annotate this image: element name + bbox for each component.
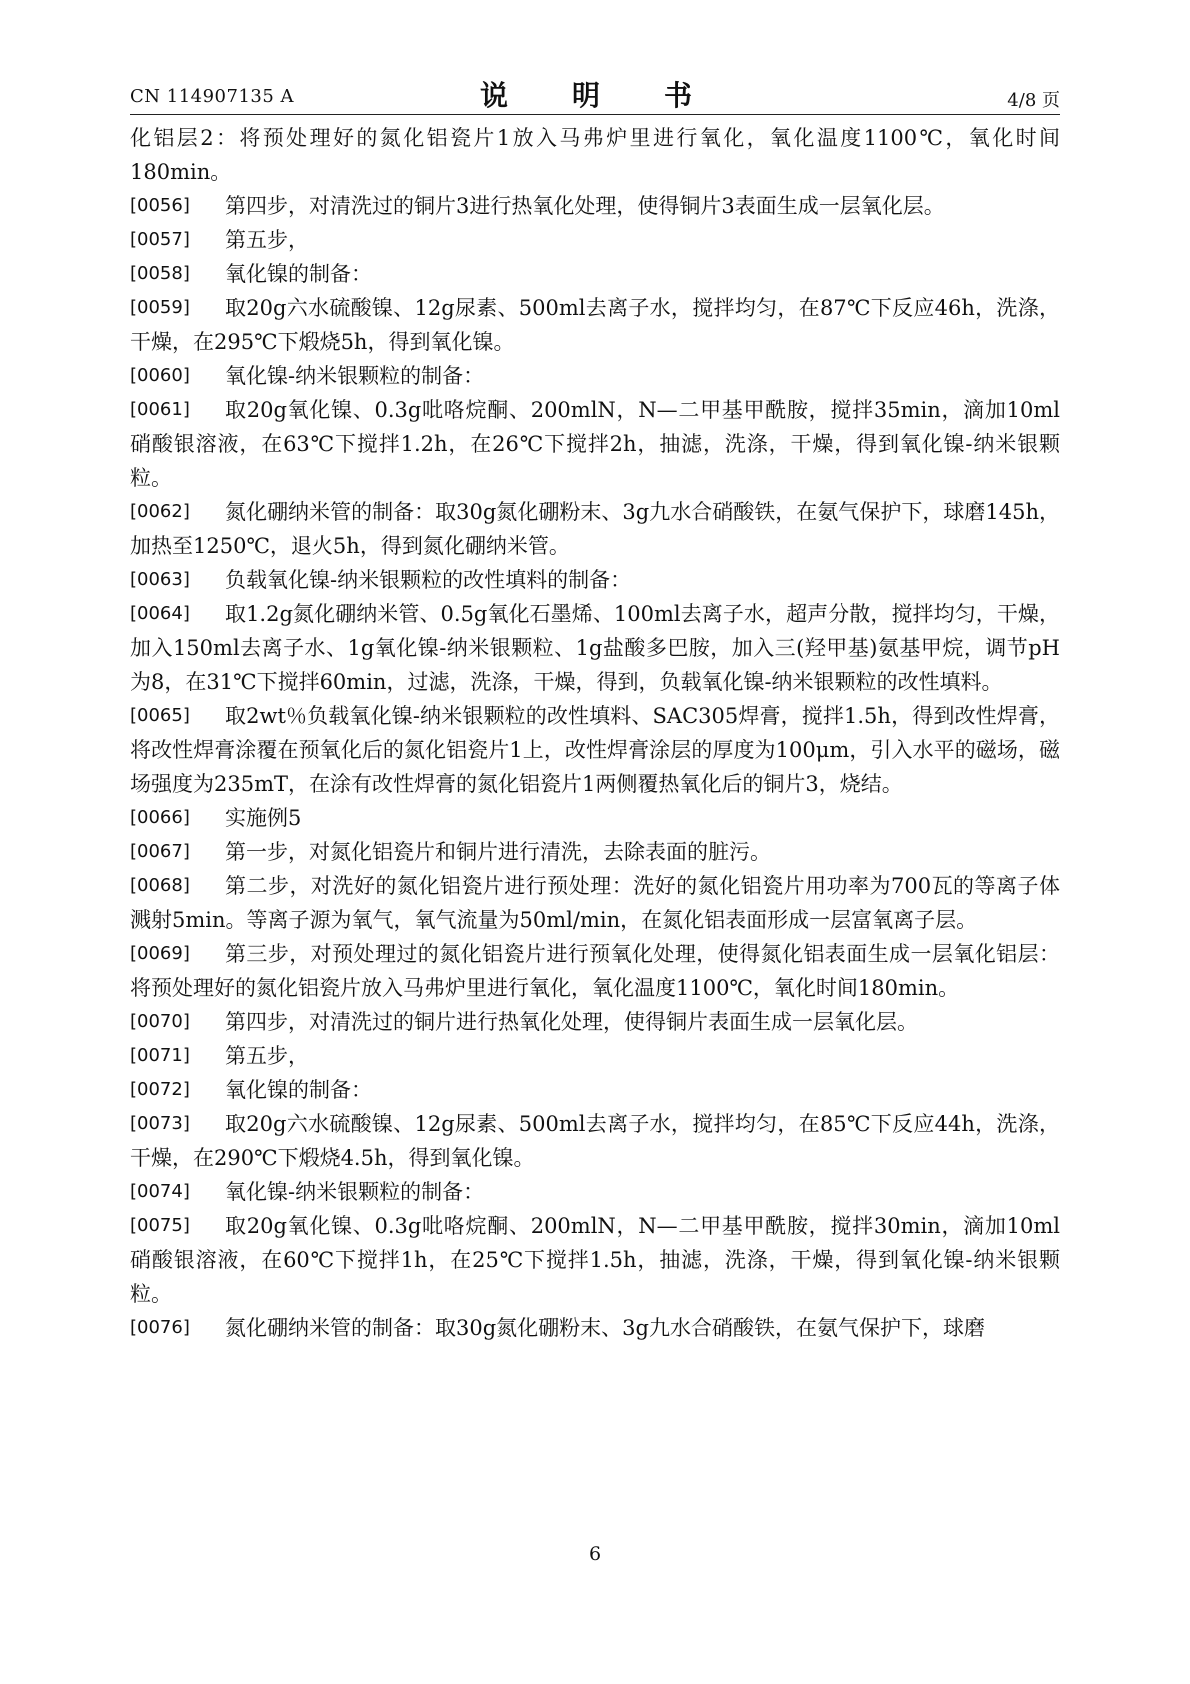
- paragraph-number: [0056]: [130, 195, 190, 216]
- paragraph-number: [0064]: [130, 603, 190, 624]
- paragraph-text: 氧化镍-纳米银颗粒的制备：: [225, 1180, 485, 1204]
- paragraph-text: 取20g六水硫酸镍、12g尿素、500ml去离子水，搅拌均匀，在87℃下反应46h，洗涤，干燥，在295℃下煅烧5h，得到氧化镍。: [130, 296, 1060, 354]
- paragraph-number: [0060]: [130, 365, 190, 386]
- paragraph-number: [0063]: [130, 569, 190, 590]
- paragraph-text: 化铝层2：将预处理好的氮化铝瓷片1放入马弗炉里进行氧化，氧化温度1100℃，氧化时间180min。: [130, 126, 1060, 184]
- paragraph: [130, 359, 1060, 393]
- paragraph-number: [0073]: [130, 1113, 190, 1134]
- paragraph-text: 取20g六水硫酸镍、12g尿素、500ml去离子水，搅拌均匀，在85℃下反应44h，洗涤，干燥，在290℃下煅烧4.5h，得到氧化镍。: [130, 1112, 1060, 1170]
- page-indicator: 4/8 页: [1007, 90, 1060, 111]
- paragraph: [130, 1209, 1060, 1311]
- paragraph-number: [0065]: [130, 705, 190, 726]
- paragraph-text: 取20g氧化镍、0.3g吡咯烷酮、200mlN，N—二甲基甲酰胺，搅拌30min，滴加10ml硝酸银溶液，在60℃下搅拌1h，在25℃下搅拌1.5h，抽滤，洗涤，干燥，得到氧化镍-纳米银颗粒。: [130, 1214, 1060, 1306]
- paragraph: [130, 1005, 1060, 1039]
- paragraph: [130, 699, 1060, 801]
- paragraph-number: [0066]: [130, 807, 190, 828]
- paragraph-text: 氧化镍的制备：: [225, 262, 372, 286]
- paragraph-number: [0076]: [130, 1317, 190, 1338]
- paragraph: [130, 801, 1060, 835]
- header-rule: [130, 114, 1060, 115]
- publication-number: CN 114907135 A: [130, 86, 295, 107]
- paragraph: [130, 1039, 1060, 1073]
- paragraph-text: 实施例5: [225, 806, 302, 830]
- paragraph-number: [0057]: [130, 229, 190, 250]
- paragraph: [130, 393, 1060, 495]
- paragraph-text: 氧化镍-纳米银颗粒的制备：: [225, 364, 485, 388]
- paragraph-number: [0067]: [130, 841, 190, 862]
- paragraph: [130, 835, 1060, 869]
- paragraph-number: [0062]: [130, 501, 190, 522]
- paragraph-number: [0058]: [130, 263, 190, 284]
- paragraph-text: 第四步，对清洗过的铜片进行热氧化处理，使得铜片表面生成一层氧化层。: [225, 1010, 918, 1034]
- paragraph-text: 第四步，对清洗过的铜片3进行热氧化处理，使得铜片3表面生成一层氧化层。: [225, 194, 945, 218]
- paragraph-number: [0070]: [130, 1011, 190, 1032]
- paragraph: [130, 1175, 1060, 1209]
- paragraph: [130, 1311, 1060, 1345]
- paragraph-text: 第二步，对洗好的氮化铝瓷片进行预处理：洗好的氮化铝瓷片用功率为700瓦的等离子体溅射5min。等离子源为氧气，氧气流量为50ml/min，在氮化铝表面形成一层富氧离子层。: [130, 874, 1060, 932]
- paragraph: [130, 1107, 1060, 1175]
- paragraph-text: 负载氧化镍-纳米银颗粒的改性填料的制备：: [225, 568, 632, 592]
- paragraph-text: 第五步，: [225, 1044, 309, 1068]
- paragraph: [130, 937, 1060, 1005]
- paragraph-number: [0071]: [130, 1045, 190, 1066]
- paragraph: [130, 257, 1060, 291]
- paragraph-number: [0075]: [130, 1215, 190, 1236]
- paragraph-number: [0074]: [130, 1181, 190, 1202]
- document-body: [130, 121, 1060, 1345]
- paragraph-number: [0061]: [130, 399, 190, 420]
- page-header: [130, 74, 1060, 114]
- paragraph-text: 第五步，: [225, 228, 309, 252]
- paragraph-number: [0069]: [130, 943, 190, 964]
- paragraph-text: 取1.2g氮化硼纳米管、0.5g氧化石墨烯、100ml去离子水，超声分散，搅拌均匀，干燥，加入150ml去离子水、1g氧化镍-纳米银颗粒、1g盐酸多巴胺，加入三(羟甲基)氨基甲烷，调节pH为8，在31℃下搅拌60min，过滤，洗涤，干燥，得到，负载氧化镍-纳米银颗粒的改性填料。: [130, 602, 1060, 694]
- document-title: 说 明 书: [479, 79, 710, 112]
- paragraph-number: [0068]: [130, 875, 190, 896]
- paragraph: [130, 223, 1060, 257]
- paragraph: [130, 869, 1060, 937]
- paragraph: [130, 495, 1060, 563]
- paragraph: [130, 291, 1060, 359]
- paragraph-text: 氮化硼纳米管的制备：取30g氮化硼粉末、3g九水合硝酸铁，在氨气保护下，球磨: [225, 1316, 985, 1340]
- paragraph: [130, 563, 1060, 597]
- paragraph-text: 第三步，对预处理过的氮化铝瓷片进行预氧化处理，使得氮化铝表面生成一层氧化铝层：将预处理好的氮化铝瓷片放入马弗炉里进行氧化，氧化温度1100℃，氧化时间180min。: [130, 942, 1060, 1000]
- paragraph-text: 取20g氧化镍、0.3g吡咯烷酮、200mlN，N—二甲基甲酰胺，搅拌35min，滴加10ml硝酸银溶液，在63℃下搅拌1.2h，在26℃下搅拌2h，抽滤，洗涤，干燥，得到氧化镍-纳米银颗粒。: [130, 398, 1060, 490]
- paragraph-number: [0072]: [130, 1079, 190, 1100]
- paragraph: [130, 1073, 1060, 1107]
- paragraph: [130, 189, 1060, 223]
- paragraph-text: 氮化硼纳米管的制备：取30g氮化硼粉末、3g九水合硝酸铁，在氨气保护下，球磨145h，加热至1250℃，退火5h，得到氮化硼纳米管。: [130, 500, 1060, 558]
- paragraph-number: [0059]: [130, 297, 190, 318]
- paragraph-text: 第一步，对氮化铝瓷片和铜片进行清洗，去除表面的脏污。: [225, 840, 771, 864]
- paragraph-text: 氧化镍的制备：: [225, 1078, 372, 1102]
- continuation-paragraph: [130, 121, 1060, 189]
- page-number: 6: [588, 1543, 602, 1565]
- paragraph: [130, 597, 1060, 699]
- paragraph-text: 取2wt％负载氧化镍-纳米银颗粒的改性填料、SAC305焊膏，搅拌1.5h，得到改性焊膏，将改性焊膏涂覆在预氧化后的氮化铝瓷片1上，改性焊膏涂层的厚度为100μm，引入水平的磁场，磁场强度为235mT，在涂有改性焊膏的氮化铝瓷片1两侧覆热氧化后的铜片3，烧结。: [130, 704, 1060, 796]
